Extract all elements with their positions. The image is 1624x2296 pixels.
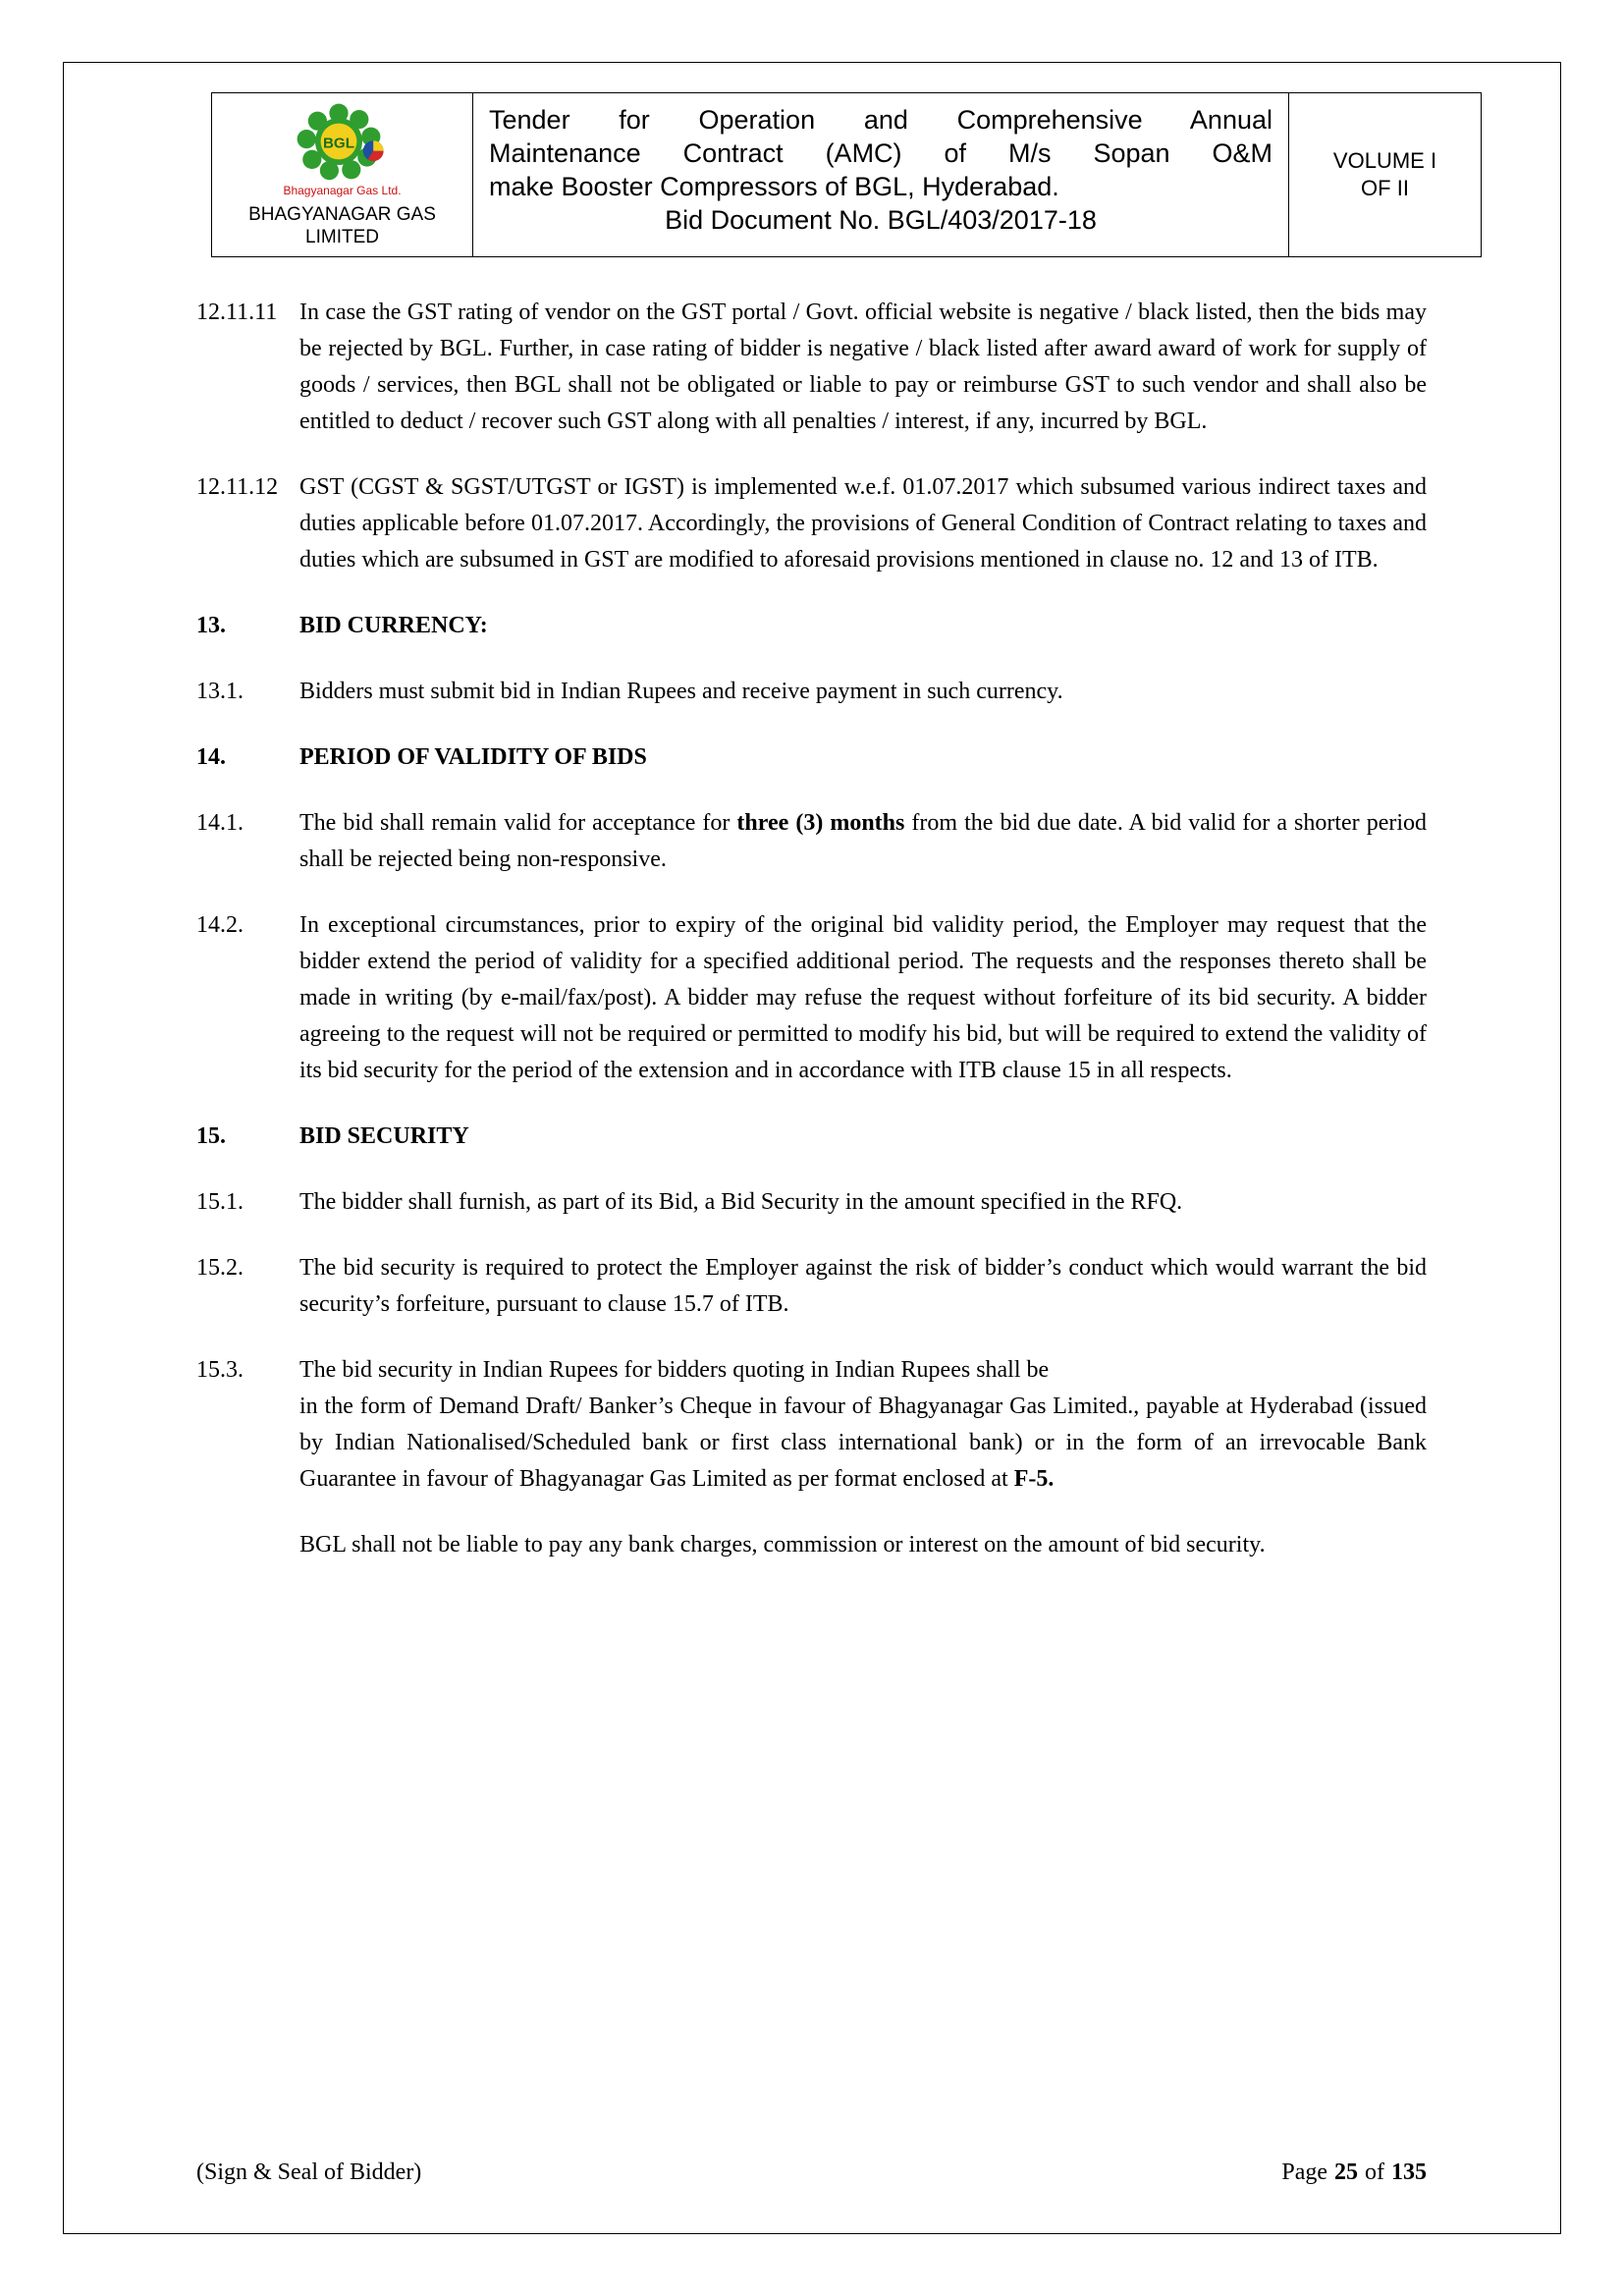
- tender-title-line2: Maintenance Contract (AMC) of M/s Sopan O&M: [489, 138, 1272, 168]
- clause-12-11-12: [196, 469, 1427, 578]
- heading-text: BID SECURITY: [299, 1123, 469, 1149]
- company-name-line1: BHAGYANAGAR GAS: [248, 204, 436, 225]
- clause-text: In case the GST rating of vendor on the GST portal / Govt. official website is negative / black listed, then the bids may be rejected by BGL. Further, in case rating of bidder is negative / black listed after award award of work for supply of goods / services, then BGL shall not be obligated or liable to pay or reimburse GST to such vendor and shall also be entitled to deduct / recover such GST along with all penalties / interest, if any, incurred by BGL.: [299, 300, 1427, 434]
- logo-acronym: BGL: [322, 135, 354, 152]
- total-pages: 135: [1391, 2159, 1427, 2185]
- clause-text-pre: in the form of Demand Draft/ Banker’s Cheque in favour of Bhagyanagar Gas Limited., payable at Hyderabad (issued by Indian Nationalised/Scheduled bank or first class international bank) or in the form of an irrevocable Bank Guarantee in favour of Bhagyanagar Gas Limited as per format enclosed at: [299, 1394, 1427, 1492]
- volume-cell: [1289, 92, 1482, 257]
- clause-text-post: from the bid due date. A bid valid for a shorter period shall be rejected being non-responsive.: [299, 810, 1428, 872]
- heading-text: PERIOD OF VALIDITY OF BIDS: [299, 744, 647, 770]
- logo-cell: [211, 92, 472, 257]
- clause-15-2: [196, 1250, 1427, 1323]
- bgl-logo-icon: [292, 101, 394, 182]
- clause-number: [196, 1527, 299, 1563]
- doc-number: Bid Document No. BGL/403/2017-18: [665, 205, 1097, 235]
- clause-bank-charges: [196, 1527, 1427, 1563]
- of-label: of: [1365, 2159, 1384, 2185]
- clause-number: 13.1.: [196, 679, 244, 704]
- page-indicator: [1281, 2157, 1427, 2188]
- clause-text: [299, 1352, 1427, 1498]
- clause-text-bold: three (3) months: [736, 810, 905, 836]
- header-table: [211, 92, 1482, 257]
- heading-15-bid-security: [196, 1119, 1427, 1155]
- clause-number: 14.1.: [196, 810, 244, 836]
- clause-text: The bidder shall furnish, as part of its Bid, a Bid Security in the amount specified in the RFQ.: [299, 1189, 1183, 1215]
- tender-title-line1: Tender for Operation and Comprehensive Annual: [489, 105, 1272, 135]
- clause-15-1: [196, 1184, 1427, 1221]
- heading-text: BID CURRENCY:: [299, 613, 488, 638]
- clause-15-3: [196, 1352, 1427, 1498]
- volume-line2: OF II: [1361, 176, 1409, 200]
- clause-12-11-11: [196, 295, 1427, 440]
- clause-text: In exceptional circumstances, prior to expiry of the original bid validity period, the Employer may request that the bidder extend the period of validity for a specified additional period. The requests and the responses thereto shall be made in writing (by e-mail/fax/post). A bidder may refuse the request without forfeiture of its bid security. A bidder agreeing to the request will not be required or permitted to modify his bid, but will be required to extend the validity of its bid security for the period of the extension and in accordance with ITB clause 15 in all respects.: [299, 912, 1427, 1083]
- clause-number: 14.2.: [196, 912, 244, 938]
- page-label: Page: [1281, 2159, 1327, 2185]
- clause-text-bold: F-5.: [1013, 1466, 1055, 1492]
- clause-text-pre: The bid shall remain valid for acceptance for: [299, 810, 737, 836]
- clause-number: 15.2.: [196, 1255, 244, 1281]
- clause-number: 15.3.: [196, 1357, 244, 1383]
- sign-seal-note: (Sign & Seal of Bidder): [196, 2159, 422, 2185]
- title-cell: [472, 92, 1289, 257]
- clause-14-2: [196, 907, 1427, 1089]
- document-body: [196, 295, 1427, 1593]
- clause-13-1: [196, 674, 1427, 710]
- clause-text: [299, 805, 1427, 878]
- volume-line1: VOLUME I: [1332, 148, 1437, 173]
- page-number: 25: [1334, 2159, 1358, 2185]
- logo-tagline: Bhagyanagar Gas Ltd.: [283, 184, 402, 197]
- clause-text: GST (CGST & SGST/UTGST or IGST) is implemented w.e.f. 01.07.2017 which subsumed various indirect taxes and duties applicable before 01.07.2017. Accordingly, the provisions of General Condition of Contract relating to taxes and duties which are subsumed in GST are modified to aforesaid provisions mentioned in clause no. 12 and 13 of ITB.: [299, 474, 1427, 573]
- company-name-line2: LIMITED: [305, 227, 379, 247]
- heading-number: 15.: [196, 1123, 226, 1149]
- clause-number: 15.1.: [196, 1189, 244, 1215]
- heading-number: 14.: [196, 744, 226, 770]
- heading-14-period-of-validity: [196, 739, 1427, 776]
- clause-text: The bid security is required to protect the Employer against the risk of bidder’s conduct which would warrant the bid security’s forfeiture, pursuant to clause 15.7 of ITB.: [299, 1255, 1427, 1317]
- clause-text: BGL shall not be liable to pay any bank charges, commission or interest on the amount of bid security.: [299, 1532, 1266, 1558]
- heading-number: 13.: [196, 613, 226, 638]
- heading-13-bid-currency: [196, 608, 1427, 644]
- clause-number: 12.11.11: [196, 300, 278, 325]
- clause-number: 12.11.12: [196, 474, 279, 500]
- clause-text: Bidders must submit bid in Indian Rupees and receive payment in such currency.: [299, 679, 1063, 704]
- company-name: [248, 203, 436, 248]
- page-footer: [196, 2157, 1427, 2188]
- clause-text-line1: The bid security in Indian Rupees for bidders quoting in Indian Rupees shall be: [299, 1357, 1050, 1383]
- tender-title-line3: make Booster Compressors of BGL, Hyderabad.: [489, 172, 1059, 201]
- clause-14-1: [196, 805, 1427, 878]
